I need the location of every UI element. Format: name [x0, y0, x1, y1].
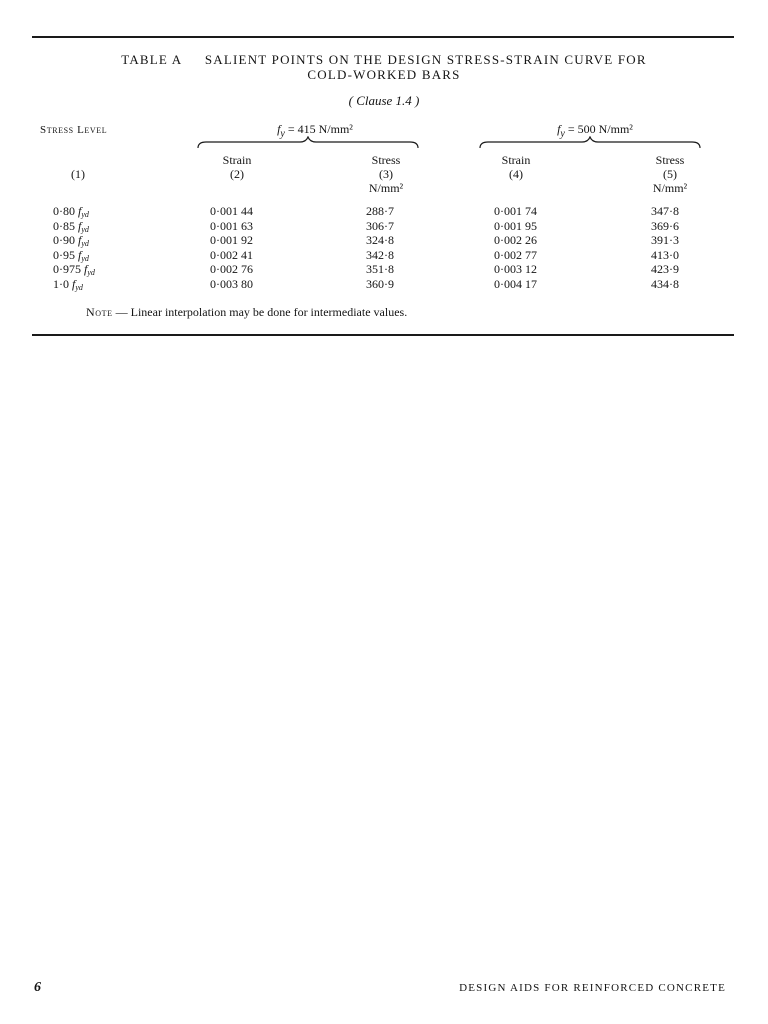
stress-500-cell: 423·9 — [651, 262, 679, 277]
table-caption-line2: COLD-WORKED BARS — [307, 67, 461, 82]
group-brace-500 — [478, 136, 702, 150]
stress-415-cell: 342·8 — [366, 247, 394, 262]
strain-500-cell: 0·002 77 — [494, 247, 537, 262]
col4-header: Strain (4) — [501, 153, 531, 181]
stress-level-cell: 0·90 $f_{yd}$ — [53, 233, 89, 249]
table-title: SALIENT POINTS ON THE DESIGN STRESS-STRAIN CURVE FOR — [204, 52, 647, 67]
strain-415-cell: 0·002 41 — [210, 247, 253, 262]
strain-500-cell: 0·001 95 — [494, 218, 537, 233]
group-brace-415 — [196, 136, 420, 150]
table-caption-line1 — [0, 52, 768, 68]
col3-header: Stress (3) N/mm² — [368, 153, 404, 195]
strain-500-cell: 0·002 26 — [494, 233, 537, 248]
page-number: 6 — [34, 980, 41, 995]
stress-500-cell: 391·3 — [651, 233, 679, 248]
strain-415-cell: 0·001 92 — [210, 233, 253, 248]
stress-level-cell: 0·85 $f_{yd}$ — [53, 218, 89, 234]
stress-level-header: Stress Level — [40, 124, 108, 136]
stress-415-cell: 351·8 — [366, 262, 394, 277]
table-note: Note — Linear interpolation may be done for intermediate values. — [86, 305, 408, 319]
stress-415-cell: 288·7 — [366, 204, 394, 218]
stress-500-cell: 369·6 — [651, 218, 679, 233]
top-rule — [32, 36, 734, 38]
strain-415-cell: 0·003 80 — [210, 277, 253, 291]
col2-header: Strain (2) — [222, 153, 252, 181]
strain-500-cell: 0·004 17 — [494, 277, 537, 291]
strain-500-cell: 0·001 74 — [494, 204, 537, 218]
stress-415-cell: 306·7 — [366, 218, 394, 233]
group-header-415: $f_y = 415$ N/mm² — [277, 122, 353, 140]
stress-level-cell: 1·0 $f_{yd}$ — [53, 277, 83, 292]
stress-500-cell: 347·8 — [651, 204, 679, 218]
stress-level-cell: 0·95 $f_{yd}$ — [53, 247, 89, 263]
strain-500-cell: 0·003 12 — [494, 262, 537, 277]
clause-reference: ( Clause 1.4 ) — [348, 93, 420, 108]
stress-level-cell: 0·80 $f_{yd}$ — [53, 204, 89, 219]
col5-header: Stress (5) N/mm² — [652, 153, 688, 195]
strain-415-cell: 0·001 44 — [210, 204, 253, 218]
stress-500-cell: 413·0 — [651, 247, 679, 262]
stress-415-cell: 324·8 — [366, 233, 394, 248]
group-header-500: $f_y = 500$ N/mm² — [557, 122, 633, 140]
stress-500-cell: 434·8 — [651, 277, 679, 291]
stress-level-cell: 0·975 $f_{yd}$ — [53, 262, 95, 278]
stress-415-cell: 360·9 — [366, 277, 394, 291]
running-footer: DESIGN AIDS FOR REINFORCED CONCRETE — [459, 982, 726, 994]
bottom-rule — [32, 334, 734, 336]
strain-415-cell: 0·001 63 — [210, 218, 253, 233]
col1-header: (1) — [71, 167, 85, 181]
table-label: TABLE A — [121, 52, 183, 67]
strain-415-cell: 0·002 76 — [210, 262, 253, 277]
